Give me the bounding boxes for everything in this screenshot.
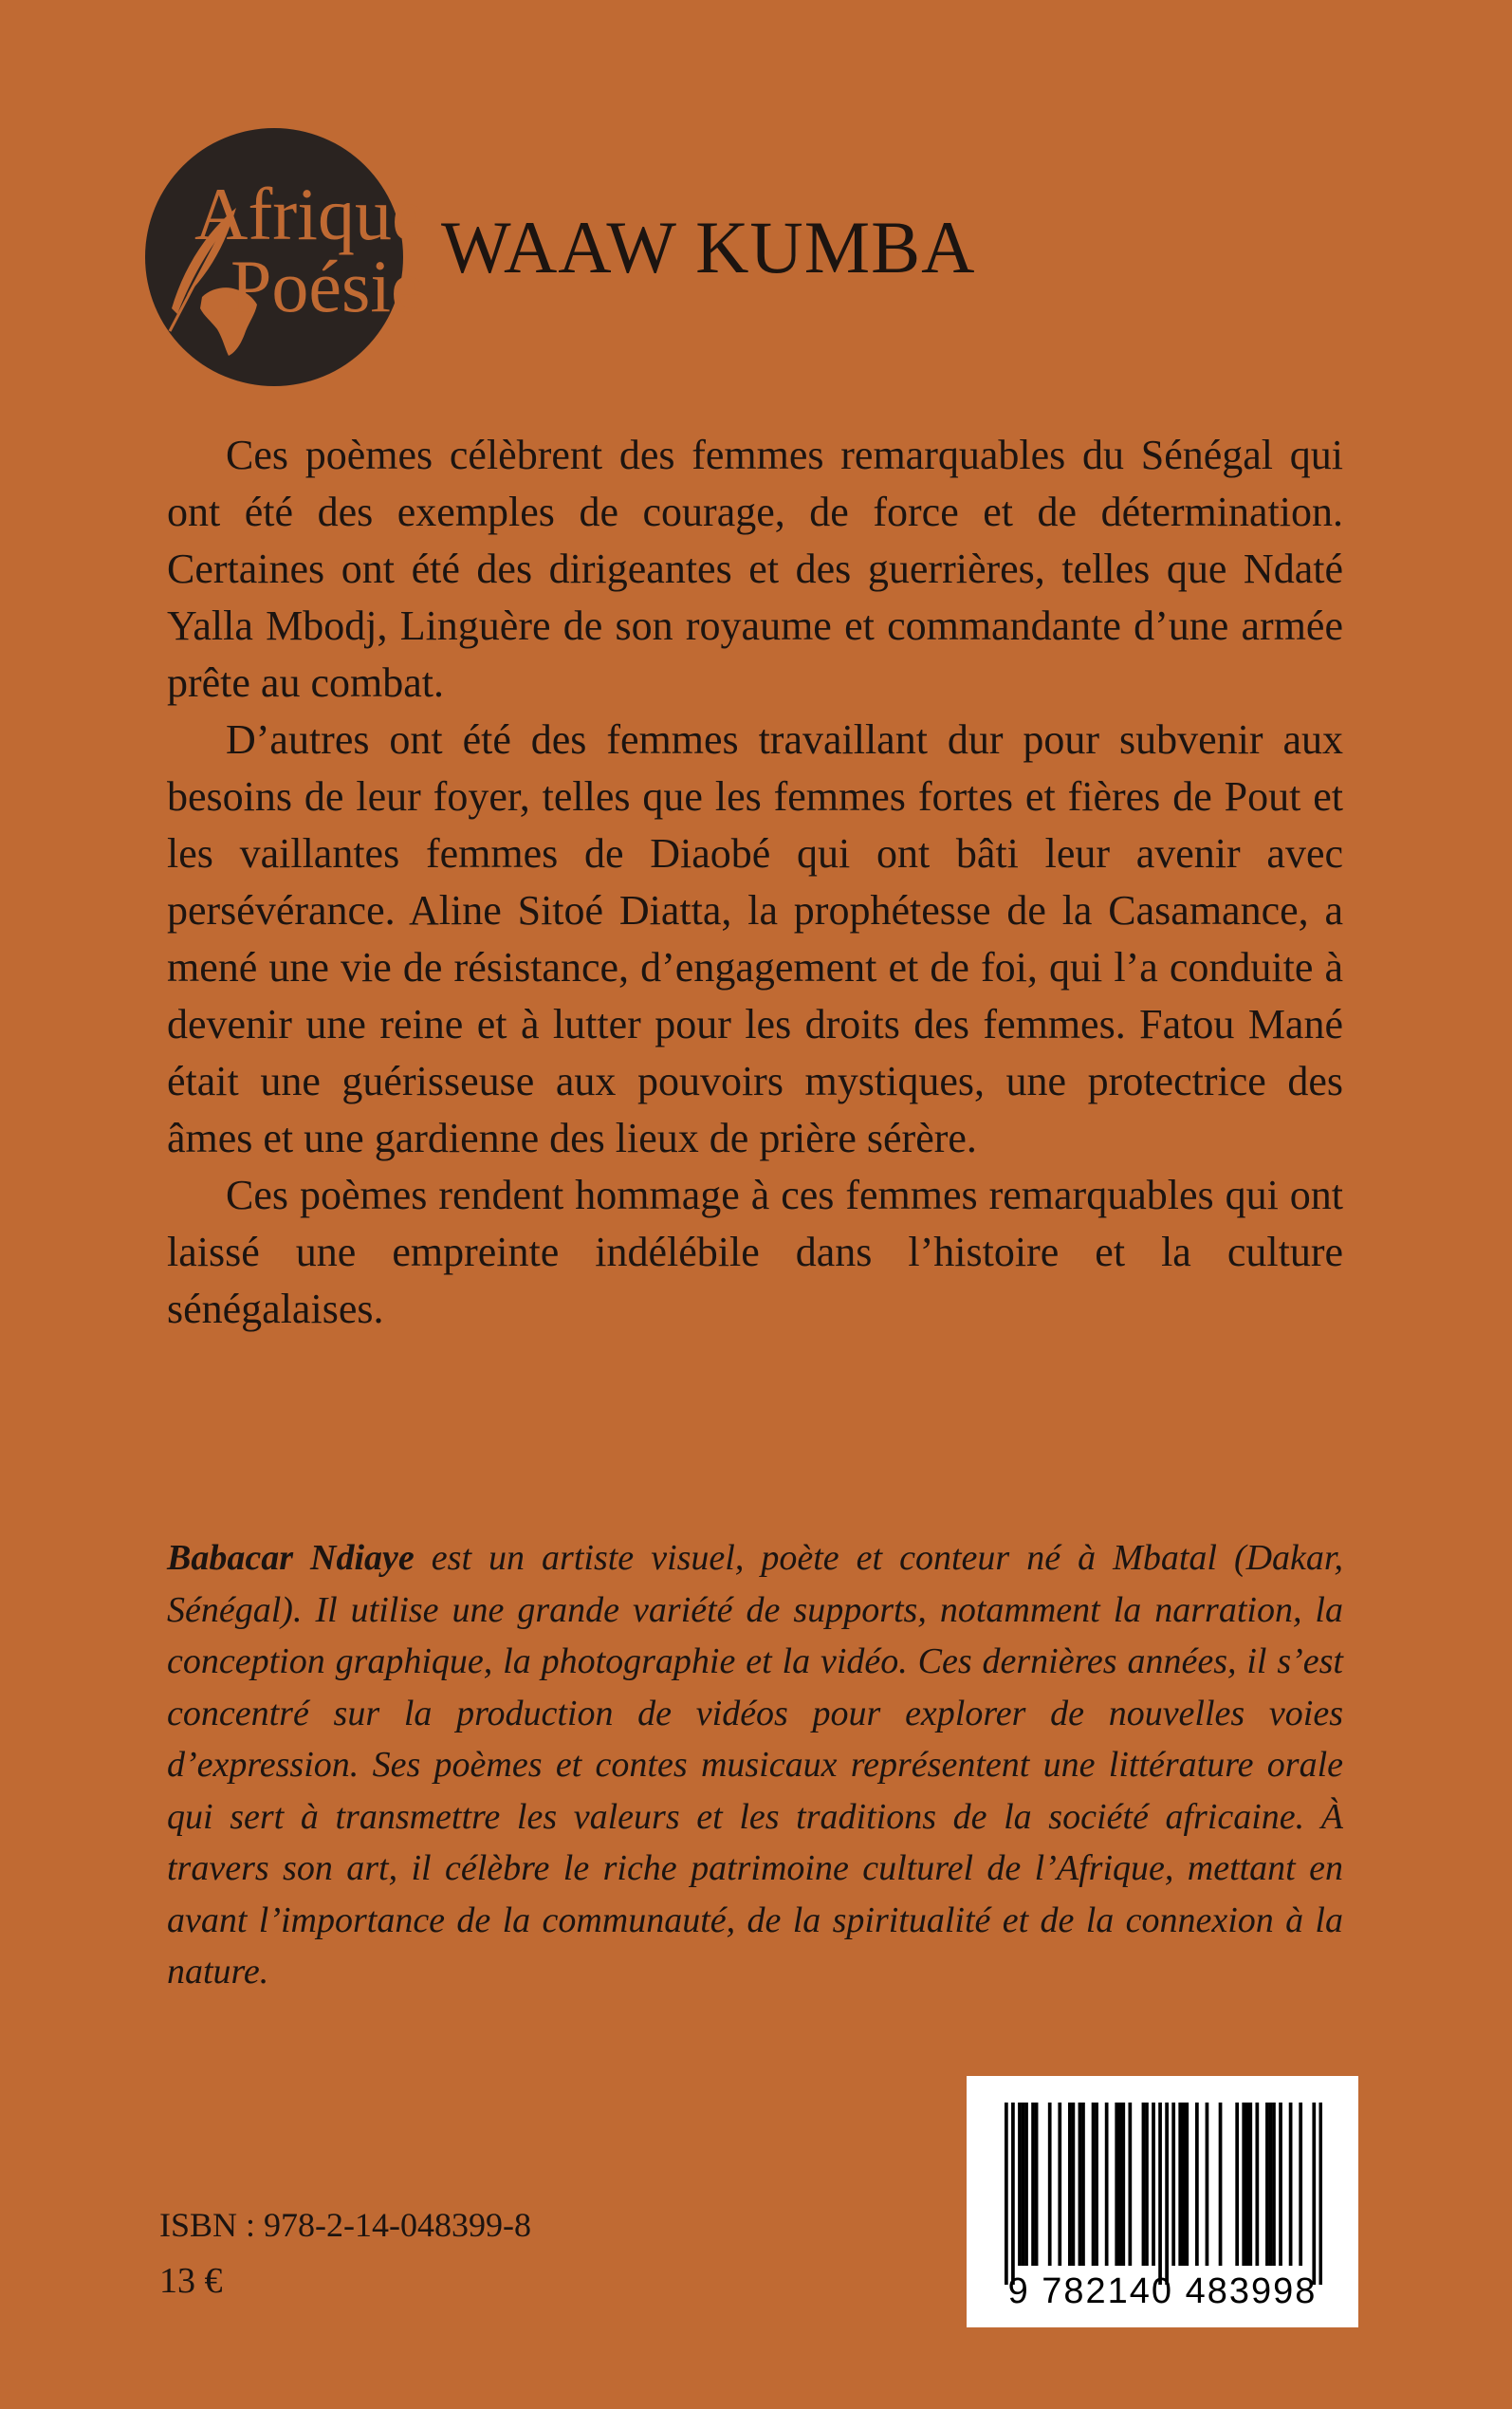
synopsis-paragraph-2: D’autres ont été des femmes travaillant dur pour subvenir aux besoins de leur foyer, telles que les femmes fortes et fières de Pout et les vaillantes femmes de Diaobé qui ont bâti leur avenir avec persévérance. Aline Sitoé Diatta, la prophétesse de la Casamance, a mené une vie de résistance, d’engagement et de foi, qui l’a conduite à devenir une reine et à lutter pour les droits des femmes. Fatou Mané était une guérisseuse aux pouvoirs mystiques, une protectrice des âmes et une gardienne des lieux de prière sérère. <box>167 716 1343 1161</box>
barcode-bar <box>1265 2103 1269 2266</box>
barcode-bar <box>1165 2103 1169 2285</box>
barcode-bar <box>1005 2103 1008 2285</box>
barcode-bars <box>1005 2103 1322 2285</box>
barcode-bar <box>1022 2103 1025 2266</box>
barcode-bar <box>1058 2103 1061 2266</box>
barcode-bar <box>1269 2103 1273 2266</box>
barcode <box>967 2076 1358 2327</box>
barcode-bar <box>1081 2103 1085 2266</box>
barcode-bar <box>1011 2103 1015 2285</box>
barcode-bar <box>1206 2103 1209 2266</box>
barcode-bar <box>1068 2103 1072 2266</box>
barcode-bar <box>1272 2103 1276 2266</box>
barcode-bar <box>1235 2103 1239 2266</box>
synopsis <box>167 427 1343 1338</box>
barcode-bar <box>1031 2103 1035 2266</box>
barcode-bar <box>1121 2103 1125 2266</box>
barcode-bar <box>1312 2103 1316 2285</box>
barcode-bar <box>1118 2103 1122 2266</box>
barcode-bar <box>1195 2103 1199 2266</box>
book-title: WAAW KUMBA <box>441 206 976 288</box>
barcode-bar <box>1299 2103 1302 2266</box>
barcode-bar <box>1024 2103 1028 2266</box>
logo-text-poesie: Poésie <box>230 245 424 327</box>
barcode-bar <box>1318 2103 1322 2285</box>
isbn: ISBN : 978-2-14-048399-8 <box>159 2206 531 2244</box>
barcode-bar <box>1185 2103 1189 2266</box>
barcode-bar <box>1289 2103 1293 2266</box>
barcode-digits: 9 782140 483998 <box>1007 2271 1318 2311</box>
synopsis-paragraph-1: Ces poèmes célèbrent des femmes remarquables du Sénégal qui ont été des exemples de courage, de force et de détermination. Certaines ont été des dirigeantes et des guerrières, telles que Ndaté Yalla Mbodj, Linguère de son royaume et commandante d’une armée prête au combat. <box>167 432 1343 706</box>
barcode-bar <box>1242 2103 1245 2266</box>
barcode-bar <box>1018 2103 1022 2266</box>
barcode-bar <box>1255 2103 1259 2266</box>
logo-text-afrique: Afrique <box>194 173 425 255</box>
barcode-bar <box>1092 2103 1096 2266</box>
barcode-bar <box>1035 2103 1039 2266</box>
author-bio-text: est un artiste visuel, poète et conteur né à Mbatal (Dakar, Sénégal). Il utilise une grande variété de supports, notamment la narration, la conception graphique, la photographie et la vidéo. Ces dernières années, il s’est concentré sur la production de vidéos pour explorer de nouvelles voies d’expression. Ses poèmes et contes musicaux représentent une littérature orale qui sert à transmettre les valeurs et les traditions de la société africaine. À travers son art, il célèbre le riche patrimoine culturel de l’Afrique, mettant en avant l’importance de la communauté, de la spiritualité et de la connexion à la nature. <box>167 1538 1343 1992</box>
barcode-bar <box>1171 2103 1175 2266</box>
author-name: Babacar Ndiaye <box>167 1538 415 1578</box>
author-bio <box>167 1532 1343 1998</box>
barcode-bar <box>1128 2103 1132 2266</box>
price: 13 € <box>159 2261 223 2301</box>
barcode-bar <box>1158 2103 1162 2285</box>
barcode-bar <box>1072 2103 1076 2266</box>
barcode-bar <box>1142 2103 1146 2266</box>
barcode-bar <box>1048 2103 1052 2266</box>
barcode-bar <box>1178 2103 1182 2266</box>
barcode-bar <box>1152 2103 1155 2266</box>
barcode-bar <box>1095 2103 1098 2266</box>
barcode-bar <box>1079 2103 1082 2266</box>
barcode-bar <box>1115 2103 1118 2266</box>
barcode-bar <box>1219 2103 1223 2266</box>
barcode-bar <box>1279 2103 1282 2266</box>
barcode-bar <box>1145 2103 1149 2266</box>
barcode-bar <box>1248 2103 1252 2266</box>
synopsis-paragraph-3: Ces poèmes rendent hommage à ces femmes remarquables qui ont laissé une empreinte indélébile dans l’histoire et la culture sénégalaises. <box>167 1172 1343 1332</box>
barcode-bar <box>1245 2103 1249 2266</box>
barcode-bar <box>1182 2103 1186 2266</box>
afrique-poesie-logo <box>145 128 425 386</box>
barcode-bar <box>1105 2103 1109 2266</box>
